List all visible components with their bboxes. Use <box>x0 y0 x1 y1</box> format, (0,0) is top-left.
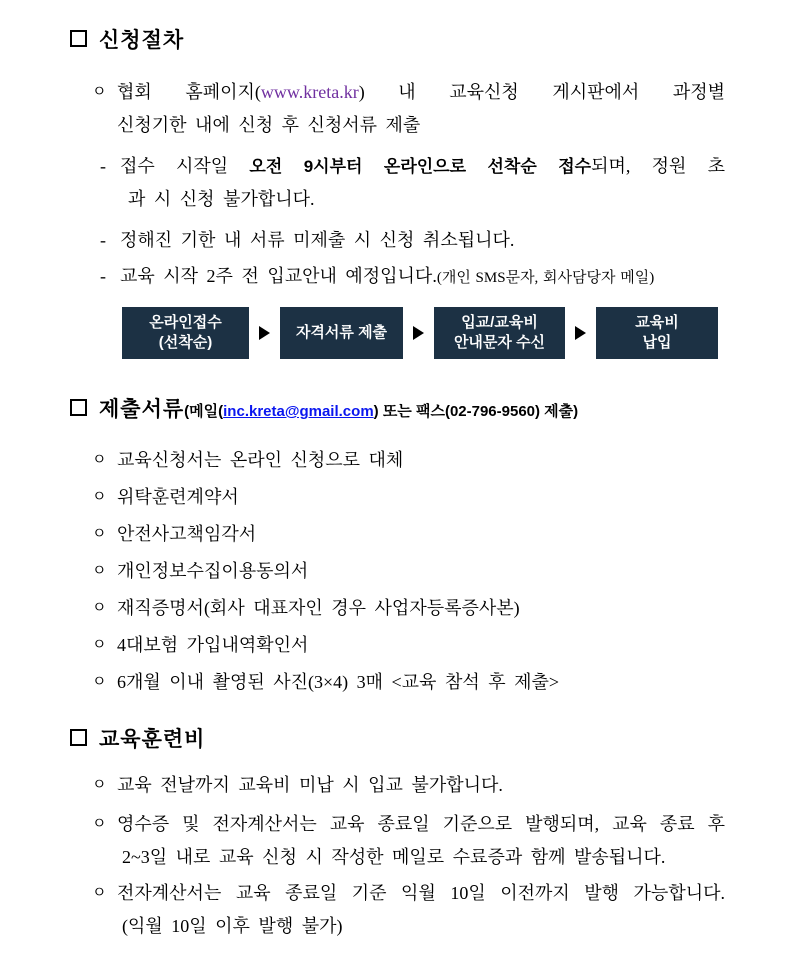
text-line: 교육신청서는 온라인 신청으로 대체 <box>117 450 404 470</box>
text-line: 재직증명서(회사 대표자인 경우 사업자등록증사본) <box>117 598 520 618</box>
text-line: 위탁훈련계약서 <box>117 487 239 507</box>
paragraph-text <box>120 224 725 257</box>
list-item <box>92 555 725 588</box>
circle-bullet: ㅇ <box>92 452 107 468</box>
documents-list <box>70 444 725 699</box>
flow-step-label: 자격서류 제출 <box>295 324 388 341</box>
flow-step-label: 납입 <box>642 334 672 351</box>
text-line <box>120 150 725 183</box>
circle-bullet: ㅇ <box>92 563 107 579</box>
circle-bullet: ㅇ <box>92 637 107 653</box>
text-segment: (메일( <box>184 403 224 420</box>
flow-step-label: 온라인접수 <box>149 314 222 331</box>
list-item <box>92 444 725 477</box>
bold-text-segment: 오전 9시부터 온라인으로 선착순 접수 <box>249 157 592 176</box>
circle-bullet: ㅇ <box>92 674 107 690</box>
white-square-icon <box>70 399 87 416</box>
text-line <box>117 76 725 109</box>
circle-bullet: ㅇ <box>92 84 107 100</box>
text-segment: 되며, 정원 초 <box>591 156 725 176</box>
text-line <box>120 260 725 295</box>
text-line: 교육 전날까지 교육비 미납 시 입교 불가합니다. <box>117 775 503 795</box>
text-segment: 협회 홈페이지( <box>117 82 261 102</box>
paragraph-text <box>120 260 725 295</box>
list-item <box>92 481 725 514</box>
homepage-url-link[interactable]: www.kreta.kr <box>260 82 359 102</box>
dash-item-reception-start <box>100 150 725 216</box>
bullet-homepage-apply <box>92 76 725 142</box>
text-line: 과 시 신청 불가합니다. <box>128 189 315 209</box>
flow-step-sms-receive <box>434 307 565 359</box>
process-flow-diagram <box>122 307 725 359</box>
list-item <box>92 666 725 699</box>
bullet-invoice-deadline <box>92 877 725 943</box>
flow-step-fee-payment <box>596 307 718 359</box>
text-line: 안전사고책임각서 <box>117 524 257 544</box>
bullet-receipt-invoice <box>92 808 725 874</box>
circle-bullet: ㅇ <box>92 600 107 616</box>
dash-bullet: - <box>100 266 106 286</box>
text-segment: ) 내 교육신청 게시판에서 과정별 <box>358 82 725 102</box>
text-segment: ) 또는 팩스(02-796-9560) 제출) <box>373 403 579 420</box>
flow-step-label: 교육비 <box>635 314 679 331</box>
paragraph-text <box>117 76 725 142</box>
text-line: 4대보험 가입내역확인서 <box>117 635 309 655</box>
list-item <box>92 518 725 551</box>
flow-step-label: (선착순) <box>158 334 213 351</box>
arrow-right-icon <box>413 326 424 340</box>
section-header-apply-procedure <box>70 26 725 56</box>
text-line: 신청기한 내에 신청 후 신청서류 제출 <box>117 115 421 135</box>
flow-step-label: 입교/교육비 <box>461 314 538 331</box>
section-title: 제출서류 <box>99 398 185 421</box>
email-link[interactable]: inc.kreta@gmail.com <box>223 403 374 420</box>
bullet-fee-unpaid <box>92 769 725 802</box>
dash-item-entrance-notice <box>100 260 725 295</box>
flow-step-label: 안내문자 수신 <box>453 334 546 351</box>
section-title: 교육훈련비 <box>99 728 206 751</box>
text-segment: 교육 시작 2주 전 입교안내 예정입니다. <box>120 266 437 286</box>
paragraph-text <box>120 150 725 216</box>
text-line: 6개월 이내 촬영된 사진(3×4) 3매 <교육 참석 후 제출> <box>117 672 560 692</box>
text-line: 정해진 기한 내 서류 미제출 시 신청 취소됩니다. <box>120 230 515 250</box>
list-item <box>92 592 725 625</box>
circle-bullet: ㅇ <box>92 526 107 542</box>
flow-step-online-reception <box>122 307 249 359</box>
circle-bullet: ㅇ <box>92 777 107 793</box>
arrow-right-icon <box>259 326 270 340</box>
notice-parenthetical: (개인 SMS문자, 회사담당자 메일) <box>436 270 655 286</box>
text-line: (익월 10일 이후 발행 불가) <box>122 916 343 936</box>
text-line: 전자계산서는 교육 종료일 기준 익월 10일 이전까지 발행 가능합니다. <box>117 883 725 903</box>
dash-item-cancel-notice <box>100 224 725 257</box>
arrow-right-icon <box>575 326 586 340</box>
circle-bullet: ㅇ <box>92 489 107 505</box>
list-item <box>92 629 725 662</box>
text-line: 2~3일 내로 교육 신청 시 작성한 메일로 수료증과 함께 발송됩니다. <box>122 847 666 867</box>
section-title: 신청절차 <box>99 29 185 52</box>
dash-bullet: - <box>100 230 106 250</box>
section-header-training-fee <box>70 725 725 755</box>
white-square-icon <box>70 729 87 746</box>
section-header-submission-documents <box>70 395 725 427</box>
text-line: 영수증 및 전자계산서는 교육 종료일 기준으로 발행되며, 교육 종료 후 <box>117 814 725 834</box>
text-segment: 접수 시작일 <box>120 156 250 176</box>
circle-bullet: ㅇ <box>92 885 107 901</box>
flow-step-document-submit <box>280 307 403 359</box>
text-line: 개인정보수집이용동의서 <box>117 561 309 581</box>
section-subtitle <box>184 403 578 420</box>
dash-bullet: - <box>100 156 106 176</box>
white-square-icon <box>70 30 87 47</box>
circle-bullet: ㅇ <box>92 816 107 832</box>
